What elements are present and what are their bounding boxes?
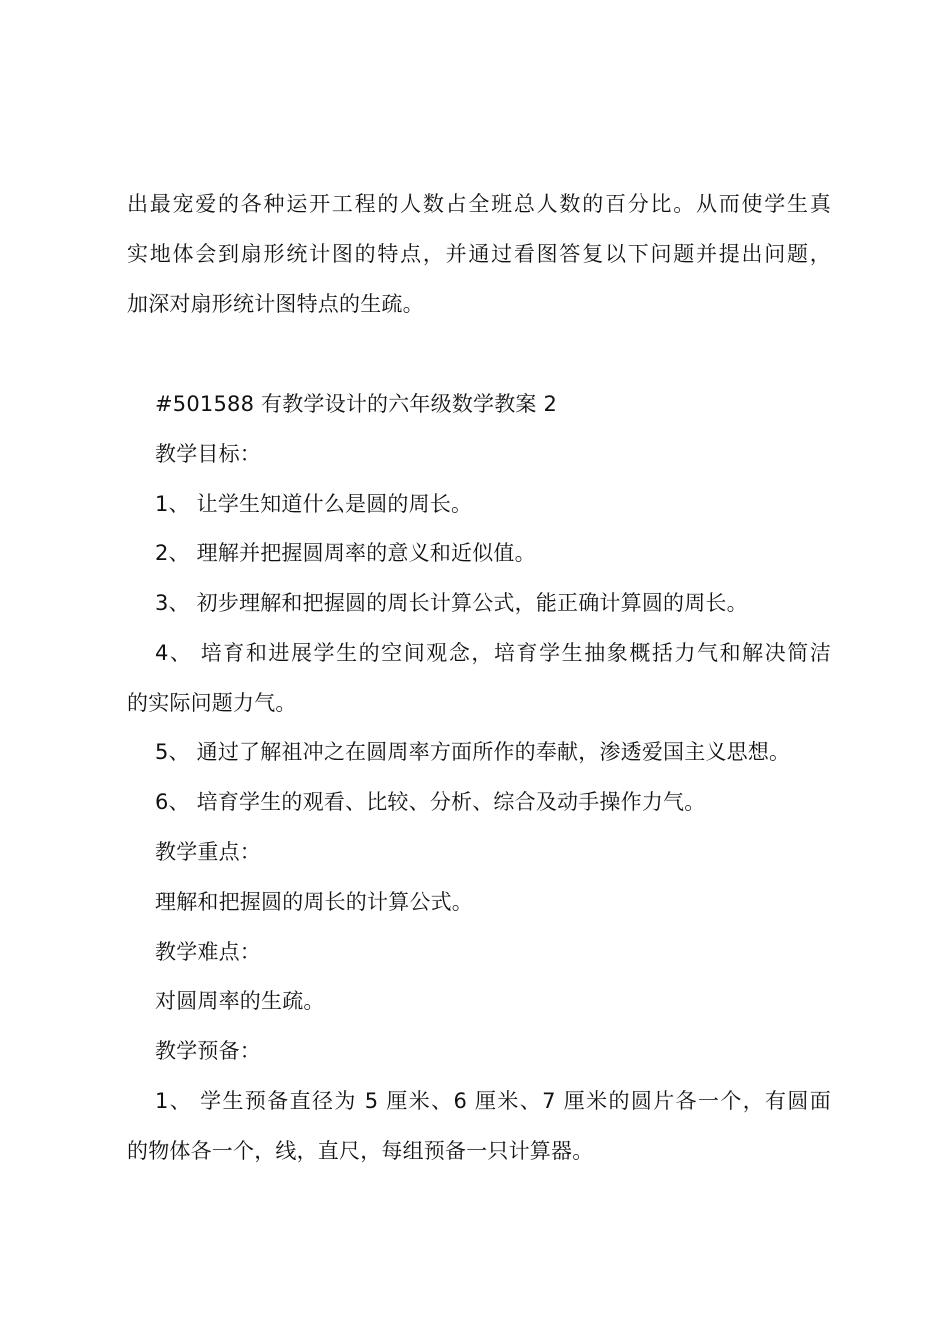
key-point-text: 理解和把握圆的周长的计算公式。 [155, 890, 473, 914]
section-heading: #501588 有教学设计的六年级数学教案 2 [155, 392, 558, 416]
objective-5: 5、 通过了解祖冲之在圆周率方面所作的奉献，渗透爱国主义思想。 [155, 740, 791, 764]
preparation-title: 教学预备： [155, 1039, 261, 1063]
objective-3: 3、 初步理解和把握圆的周长计算公式，能正确计算圆的周长。 [155, 591, 748, 615]
objective-2: 2、 理解并把握圆周率的意义和近似值。 [155, 541, 536, 565]
intro-line-2: 实地体会到扇形统计图的特点，并通过看图答复以下问题并提出问题， [127, 242, 831, 266]
intro-line-3: 加深对扇形统计图特点的生疏。 [127, 292, 424, 316]
preparation-1: 1、 学生预备直径为 5 厘米、6 厘米、7 厘米的圆片各一个，有圆面 [155, 1089, 831, 1113]
difficulty-title: 教学难点： [155, 940, 261, 964]
objective-6: 6、 培育学生的观看、比较、分析、综合及动手操作力气。 [155, 790, 706, 814]
objectives-title: 教学目标： [155, 442, 261, 466]
objective-4-continued: 的实际问题力气。 [127, 691, 297, 715]
preparation-1-continued: 的物体各一个，线，直尺，每组预备一只计算器。 [127, 1139, 594, 1163]
objective-1: 1、 让学生知道什么是圆的周长。 [155, 492, 473, 516]
objective-4: 4、 培育和进展学生的空间观念，培育学生抽象概括力气和解决简洁 [155, 641, 831, 665]
key-point-title: 教学重点： [155, 840, 261, 864]
intro-line-1: 出最宠爱的各种运开工程的人数占全班总人数的百分比。从而使学生真 [127, 192, 831, 216]
difficulty-text: 对圆周率的生疏。 [155, 989, 325, 1013]
